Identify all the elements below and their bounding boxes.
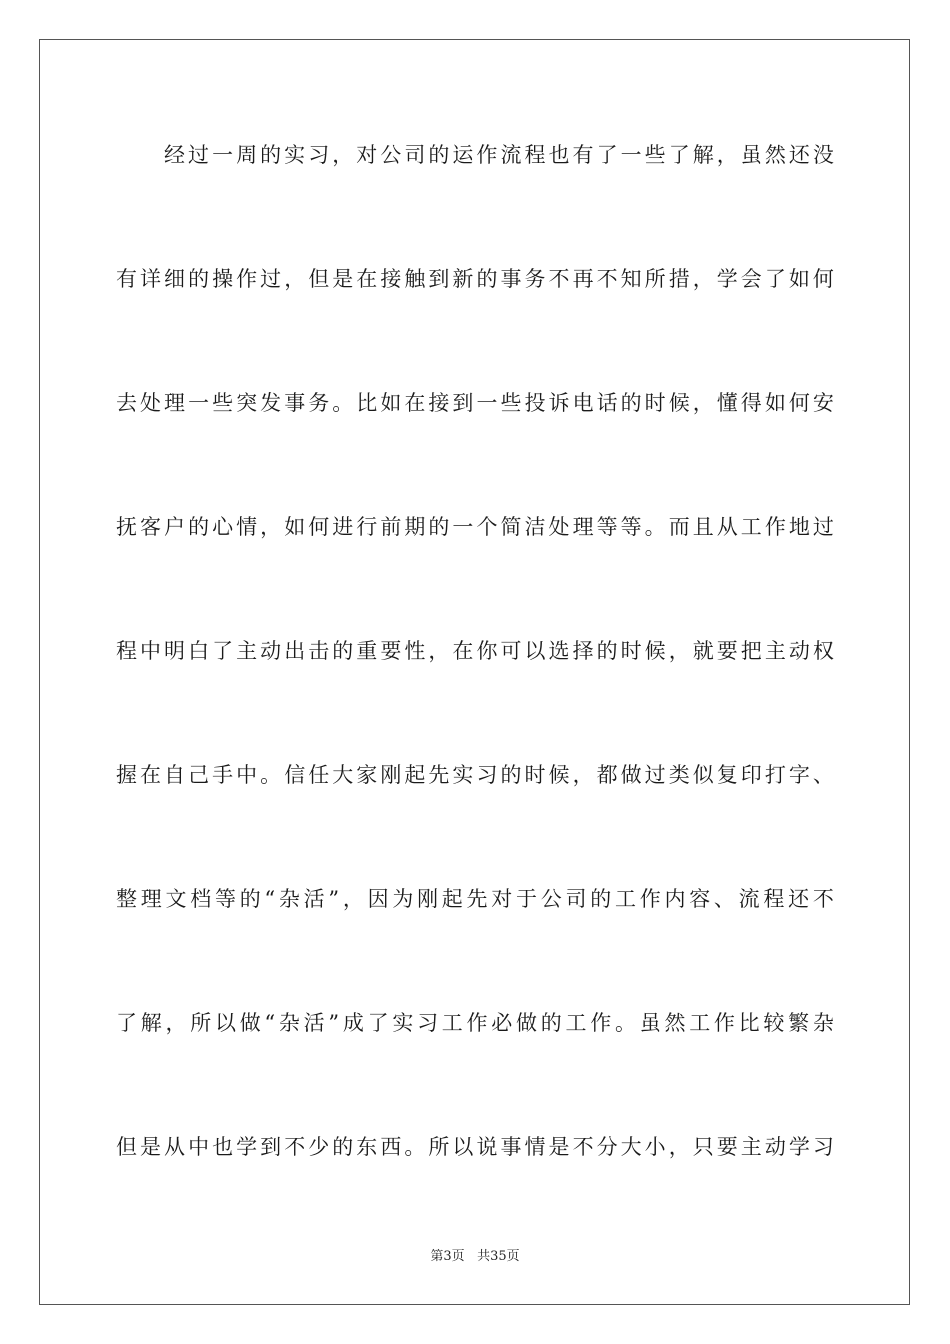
- text-line: 了解，所以做“杂活”成了实习工作必做的工作。虽然工作比较繁杂: [116, 1011, 836, 1035]
- page-total: 共35页: [477, 1249, 520, 1264]
- text-line: 程中明白了主动出击的重要性，在你可以选择的时候，就要把主动权: [116, 639, 836, 663]
- text-line: 但是从中也学到不少的东西。所以说事情是不分大小，只要主动学习: [116, 1135, 836, 1159]
- document-body: [116, 124, 836, 1240]
- text-line: 有详细的操作过，但是在接触到新的事务不再不知所措，学会了如何: [116, 267, 836, 291]
- text-line: 整理文档等的“杂活”，因为刚起先对于公司的工作内容、流程还不: [116, 887, 836, 911]
- page-number: 第3页: [430, 1249, 465, 1264]
- text-line: 经过一周的实习，对公司的运作流程也有了一些了解，虽然还没: [164, 143, 836, 167]
- text-line: 抚客户的心情，如何进行前期的一个简洁处理等等。而且从工作地过: [116, 515, 836, 539]
- text-line: 握在自己手中。信任大家刚起先实习的时候，都做过类似复印打字、: [116, 763, 836, 787]
- page-footer: [0, 1245, 950, 1264]
- text-line: 去处理一些突发事务。比如在接到一些投诉电话的时候，懂得如何安: [116, 391, 836, 415]
